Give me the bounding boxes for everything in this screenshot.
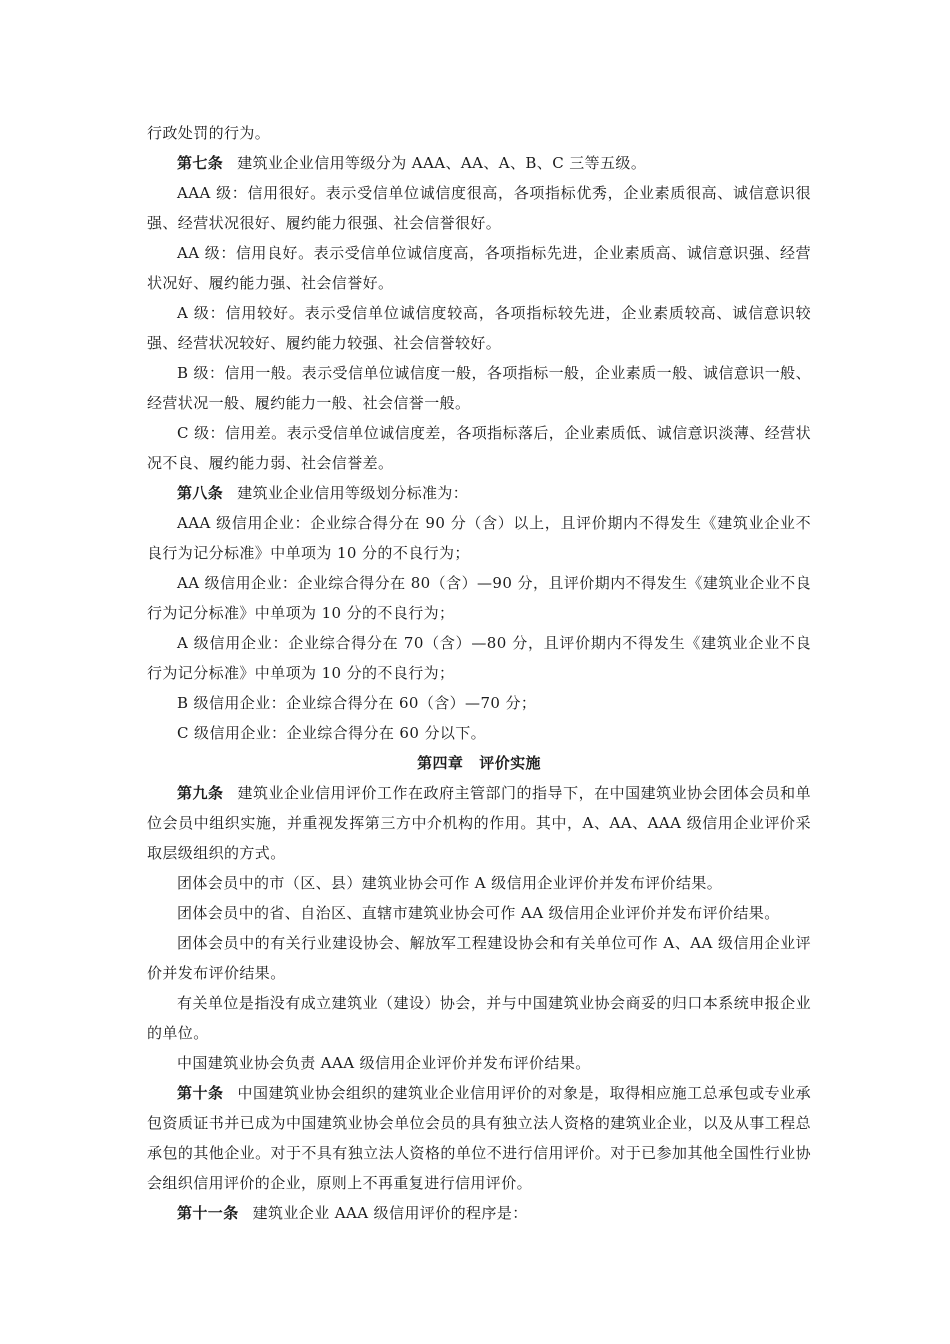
paragraph-text: A 级：信用较好。表示受信单位诚信度较高，各项指标较先进，企业素质较高、诚信意识较强、经营状况较好、履约能力较强、社会信誉较好。 bbox=[147, 304, 811, 352]
paragraph-text: 建筑业企业信用评价工作在政府主管部门的指导下，在中国建筑业协会团体会员和单位会员中组织实施，并重视发挥第三方中介机构的作用。其中，A、AA、AAA 级信用企业评价采取层级组织的方式。 bbox=[147, 784, 811, 862]
paragraph bbox=[147, 238, 811, 298]
chapter-title: 评价实施 bbox=[479, 754, 541, 772]
article-paragraph bbox=[147, 478, 811, 508]
chapter-number: 第四章 bbox=[417, 754, 464, 772]
paragraph-text: 中国建筑业协会负责 AAA 级信用企业评价并发布评价结果。 bbox=[177, 1054, 591, 1072]
paragraph bbox=[147, 928, 811, 988]
paragraph-text: 团体会员中的省、自治区、直辖市建筑业协会可作 AA 级信用企业评价并发布评价结果。 bbox=[177, 904, 780, 922]
paragraph-text: C 级：信用差。表示受信单位诚信度差，各项指标落后，企业素质低、诚信意识淡薄、经营状况不良、履约能力弱、社会信誉差。 bbox=[147, 424, 811, 472]
paragraph-text: AAA 级信用企业：企业综合得分在 90 分（含）以上，且评价期内不得发生《建筑业企业不良行为记分标准》中单项为 10 分的不良行为； bbox=[147, 514, 811, 562]
article-paragraph bbox=[147, 1198, 811, 1228]
article-number: 第九条 bbox=[177, 784, 224, 802]
paragraph bbox=[147, 898, 811, 928]
paragraph-text: AA 级：信用良好。表示受信单位诚信度高，各项指标先进，企业素质高、诚信意识强、经营状况好、履约能力强、社会信誉好。 bbox=[147, 244, 811, 292]
paragraph-text: B 级信用企业：企业综合得分在 60（含）—70 分； bbox=[177, 694, 537, 712]
paragraph-text: 建筑业企业信用等级划分标准为： bbox=[237, 484, 469, 502]
paragraph-text: C 级信用企业：企业综合得分在 60 分以下。 bbox=[177, 724, 487, 742]
paragraph-text: 团体会员中的有关行业建设协会、解放军工程建设协会和有关单位可作 A、AA 级信用企业评价并发布评价结果。 bbox=[147, 934, 811, 982]
paragraph bbox=[147, 568, 811, 628]
paragraph-text: 团体会员中的市（区、县）建筑业协会可作 A 级信用企业评价并发布评价结果。 bbox=[177, 874, 723, 892]
paragraph-text: AA 级信用企业：企业综合得分在 80（含）—90 分，且评价期内不得发生《建筑业企业不良行为记分标准》中单项为 10 分的不良行为； bbox=[147, 574, 811, 622]
paragraph bbox=[147, 628, 811, 688]
paragraph bbox=[147, 358, 811, 418]
paragraph bbox=[147, 868, 811, 898]
article-number: 第八条 bbox=[177, 484, 224, 502]
paragraph bbox=[147, 508, 811, 568]
article-paragraph bbox=[147, 778, 811, 868]
paragraph-text: A 级信用企业：企业综合得分在 70（含）—80 分，且评价期内不得发生《建筑业企业不良行为记分标准》中单项为 10 分的不良行为； bbox=[147, 634, 811, 682]
paragraph-text: 有关单位是指没有成立建筑业（建设）协会，并与中国建筑业协会商妥的归口本系统申报企业的单位。 bbox=[147, 994, 811, 1042]
paragraph bbox=[147, 718, 811, 748]
article-number: 第十一条 bbox=[177, 1204, 239, 1222]
paragraph-text: AAA 级：信用很好。表示受信单位诚信度很高，各项指标优秀，企业素质很高、诚信意识很强、经营状况很好、履约能力很强、社会信誉很好。 bbox=[147, 184, 811, 232]
paragraph-text: B 级：信用一般。表示受信单位诚信度一般，各项指标一般，企业素质一般、诚信意识一般、经营状况一般、履约能力一般、社会信誉一般。 bbox=[147, 364, 811, 412]
paragraph-text: 建筑业企业信用等级分为 AAA、AA、A、B、C 三等五级。 bbox=[237, 154, 647, 172]
article-paragraph bbox=[147, 1078, 811, 1198]
article-number: 第十条 bbox=[177, 1084, 224, 1102]
paragraph bbox=[147, 178, 811, 238]
article-paragraph bbox=[147, 148, 811, 178]
paragraph bbox=[147, 988, 811, 1048]
paragraph bbox=[147, 298, 811, 358]
paragraph-text: 行政处罚的行为。 bbox=[147, 124, 271, 142]
paragraph bbox=[147, 1048, 811, 1078]
paragraph bbox=[147, 418, 811, 478]
document-page bbox=[147, 118, 811, 1228]
paragraph bbox=[147, 118, 811, 148]
chapter-heading bbox=[147, 748, 811, 778]
paragraph-text: 建筑业企业 AAA 级信用评价的程序是： bbox=[252, 1204, 528, 1222]
article-number: 第七条 bbox=[177, 154, 224, 172]
paragraph bbox=[147, 688, 811, 718]
paragraph-text: 中国建筑业协会组织的建筑业企业信用评价的对象是，取得相应施工总承包或专业承包资质证书并已成为中国建筑业协会单位会员的具有独立法人资格的建筑业企业，以及从事工程总承包的其他企业。对于不具有独立法人资格的单位不进行信用评价。对于已参加其他全国性行业协会组织信用评价的企业，原则上不再重复进行信用评价。 bbox=[147, 1084, 811, 1192]
